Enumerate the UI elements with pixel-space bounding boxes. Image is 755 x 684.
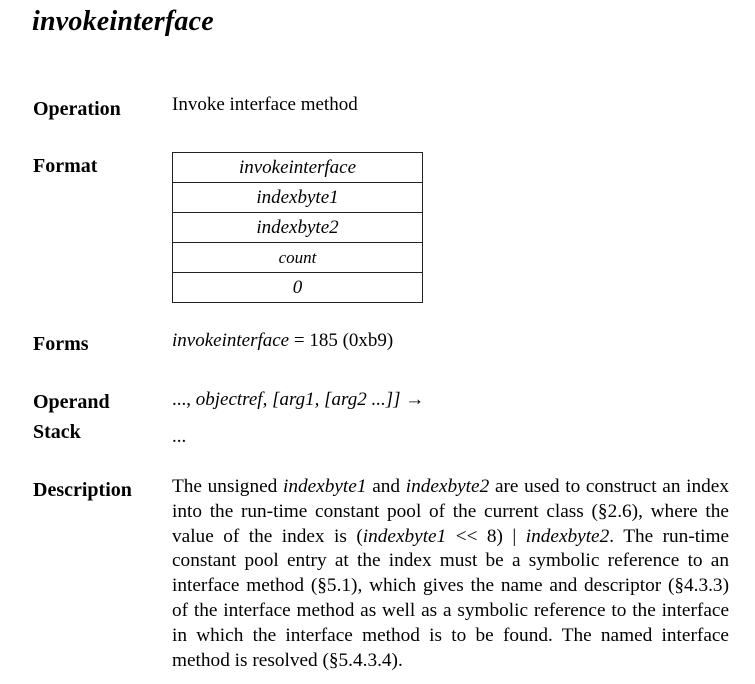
operand-stack-label-line1: Operand <box>33 391 110 413</box>
description-paragraph <box>172 475 729 673</box>
description-seg: are used to construct an index into the run-time constant pool of the current class (§2.6), where the value of the index is ( <box>172 476 729 547</box>
operand-stack-after: ... <box>172 426 187 447</box>
forms-name: invokeinterface <box>172 330 290 351</box>
format-cell-indexbyte2: indexbyte2 <box>173 213 423 243</box>
format-cell-count: count <box>173 243 423 273</box>
format-row <box>173 243 423 273</box>
page-title: invokeinterface <box>32 6 214 37</box>
operand-stack-before <box>172 387 424 412</box>
forms-text <box>172 328 393 353</box>
operation-label: Operation <box>33 98 121 120</box>
description-label: Description <box>33 479 132 501</box>
format-table <box>172 152 423 303</box>
format-row <box>173 183 423 213</box>
format-cell-zero: 0 <box>173 273 423 303</box>
description-seg: and <box>366 476 406 497</box>
operand-stack-signature: objectref, [arg1, [arg2 ...]] <box>195 389 401 410</box>
format-row <box>173 273 423 303</box>
operation-text: Invoke interface method <box>172 94 358 115</box>
description-seg: indexbyte2 <box>405 476 490 497</box>
format-label: Format <box>33 155 98 177</box>
description-seg: . The run-time constant pool entry at the index must be a symbolic reference to an interface method (§5.1), which gives the name and descriptor (§4.3.3) of the interface method as well as a symbolic reference to the interface in which the interface method is to be found. The named interface method is resolved (§5.4.3.4). <box>172 525 730 671</box>
description-seg: indexbyte1 <box>362 525 447 547</box>
format-cell-indexbyte1: indexbyte1 <box>173 183 423 213</box>
description-seg: indexbyte1 <box>282 476 367 497</box>
operand-stack-label-line2: Stack <box>33 421 81 443</box>
description-text <box>172 475 729 673</box>
forms-label: Forms <box>33 333 89 355</box>
description-seg: << 8) | <box>446 525 526 547</box>
forms-value: = 185 (0xb9) <box>289 330 394 351</box>
format-row <box>173 213 423 243</box>
format-cell-opcode: invokeinterface <box>173 153 423 183</box>
description-seg: indexbyte2 <box>525 525 610 547</box>
operand-stack-arrow: → <box>400 389 425 410</box>
description-seg: The unsigned <box>172 476 283 497</box>
operand-stack-prefix: ..., <box>172 389 196 410</box>
format-row <box>173 153 423 183</box>
